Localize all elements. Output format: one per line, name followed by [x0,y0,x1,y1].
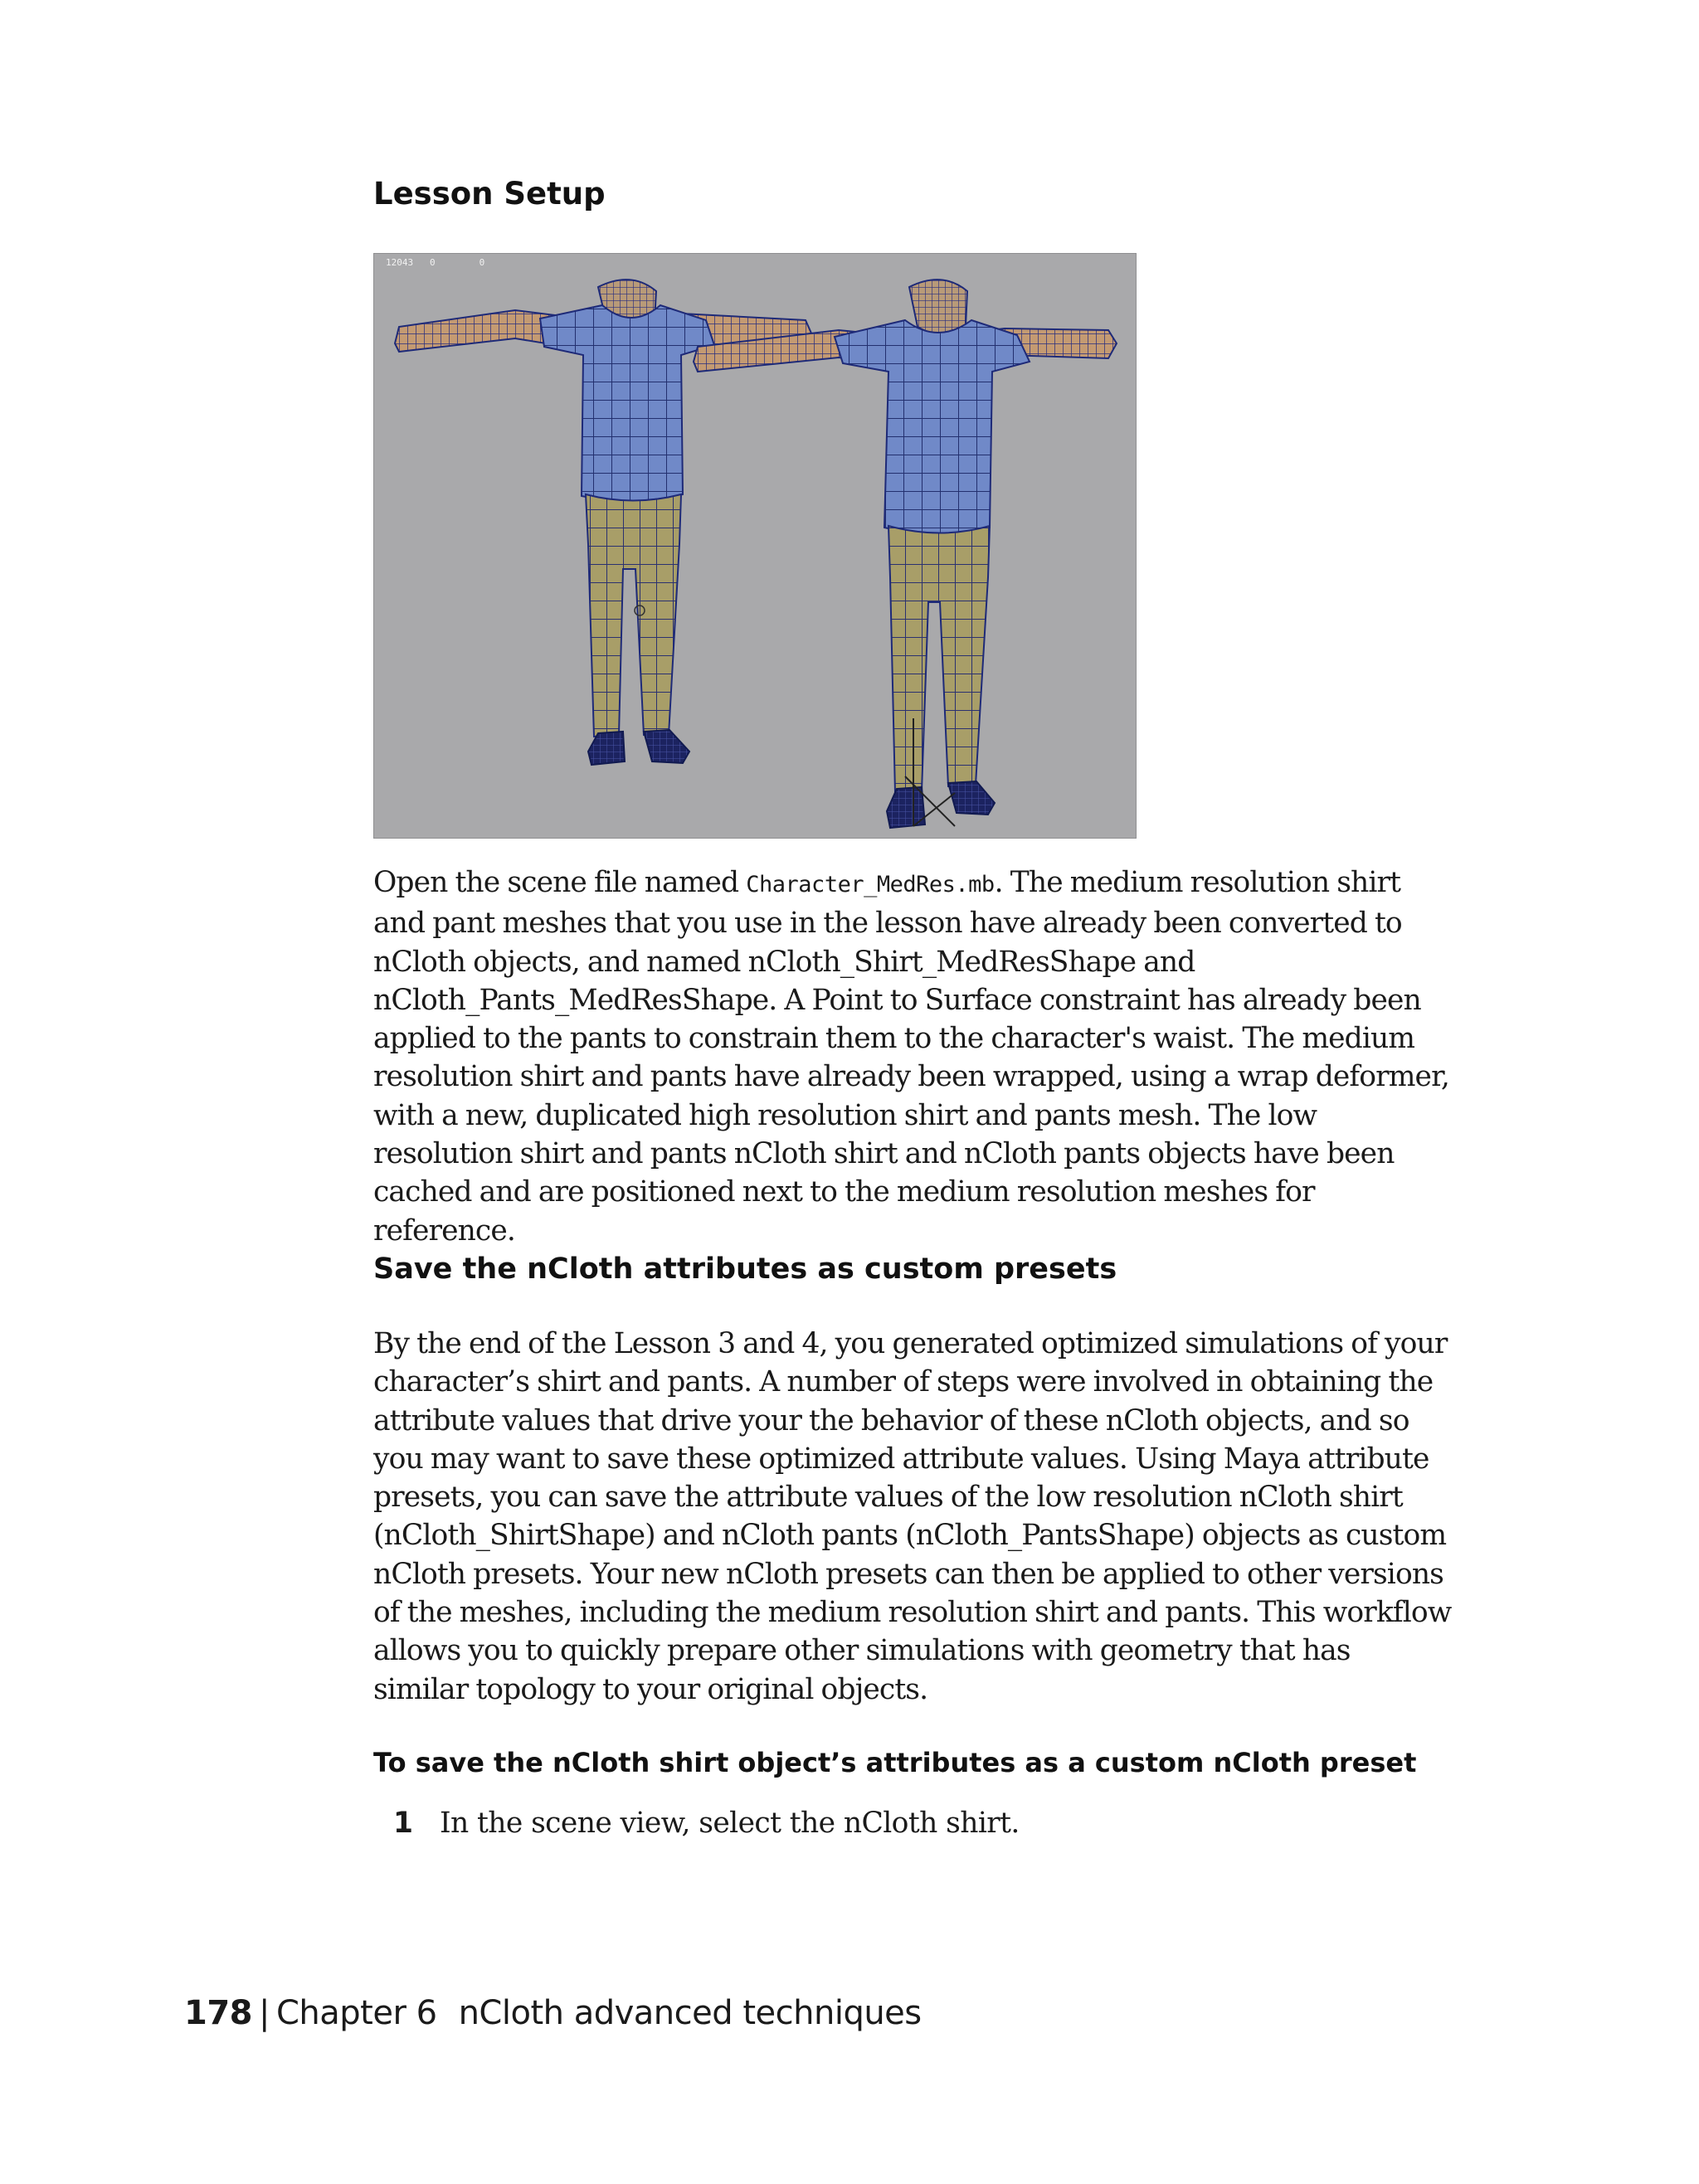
footer-chapter-title: nCloth advanced techniques [458,1994,922,2032]
scene-file-name: Character_MedRes.mb [746,872,995,897]
footer-chapter: Chapter 6 [275,1994,437,2032]
page-number: 178 [184,1994,252,2032]
step-number: 1 [393,1807,413,1840]
section-heading-lesson-setup: Lesson Setup [373,176,606,212]
scene-view-figure [373,253,1137,839]
footer-separator: | [259,1994,270,2032]
right-character-mesh [694,280,1117,828]
page-footer [184,1994,922,2032]
viewport-hud-readout: 12043 0 0 [386,257,485,268]
section-heading-save-presets: Save the nCloth attributes as custom presets [373,1253,1117,1286]
paragraph-presets-overview: By the end of the Lesson 3 and 4, you generated optimized simulations of your character’s shirt and pants. A number of steps were involved in obtaining the attribute values that drive your the behavior of these nCloth objects, and so you may want to save these optimized attribute values. Using Maya attribute presets, you can save the attribute values of the low resolution nCloth shirt (nCloth_ShirtShape) and nCloth pants (nCloth_PantsShape) objects as custom nCloth presets. Your new nCloth presets can then be applied to other versions of the meshes, including the medium resolution shirt and pants. This workflow allows you to quickly prepare other simulations with geometry that has similar topology to your original objects. [373,1327,1452,1706]
paragraph-scene-setup: Open the scene file named Character_MedRes.mb. The medium resolution shirt and pant meshes that you use in the lesson have already been converted to nCloth objects, and named nCloth_Shirt_MedResShape and nCloth_Pants_MedResShape. A Point to Surface constraint has already been applied to the pants to constrain them to the character's waist. The medium resolution shirt and pants have already been wrapped, using a wrap deformer, with a new, duplicated high resolution shirt and pants mesh. The low resolution shirt and pants nCloth shirt and nCloth pants objects have been cached and are positioned next to the medium resolution meshes for reference. [373,866,1449,1248]
step-text: In the scene view, select the nCloth shirt. [440,1807,1020,1840]
procedure-heading: To save the nCloth shirt object’s attributes as a custom nCloth preset [373,1747,1417,1778]
procedure-step-1 [393,1807,1020,1840]
character-meshes-illustration [374,254,1136,838]
